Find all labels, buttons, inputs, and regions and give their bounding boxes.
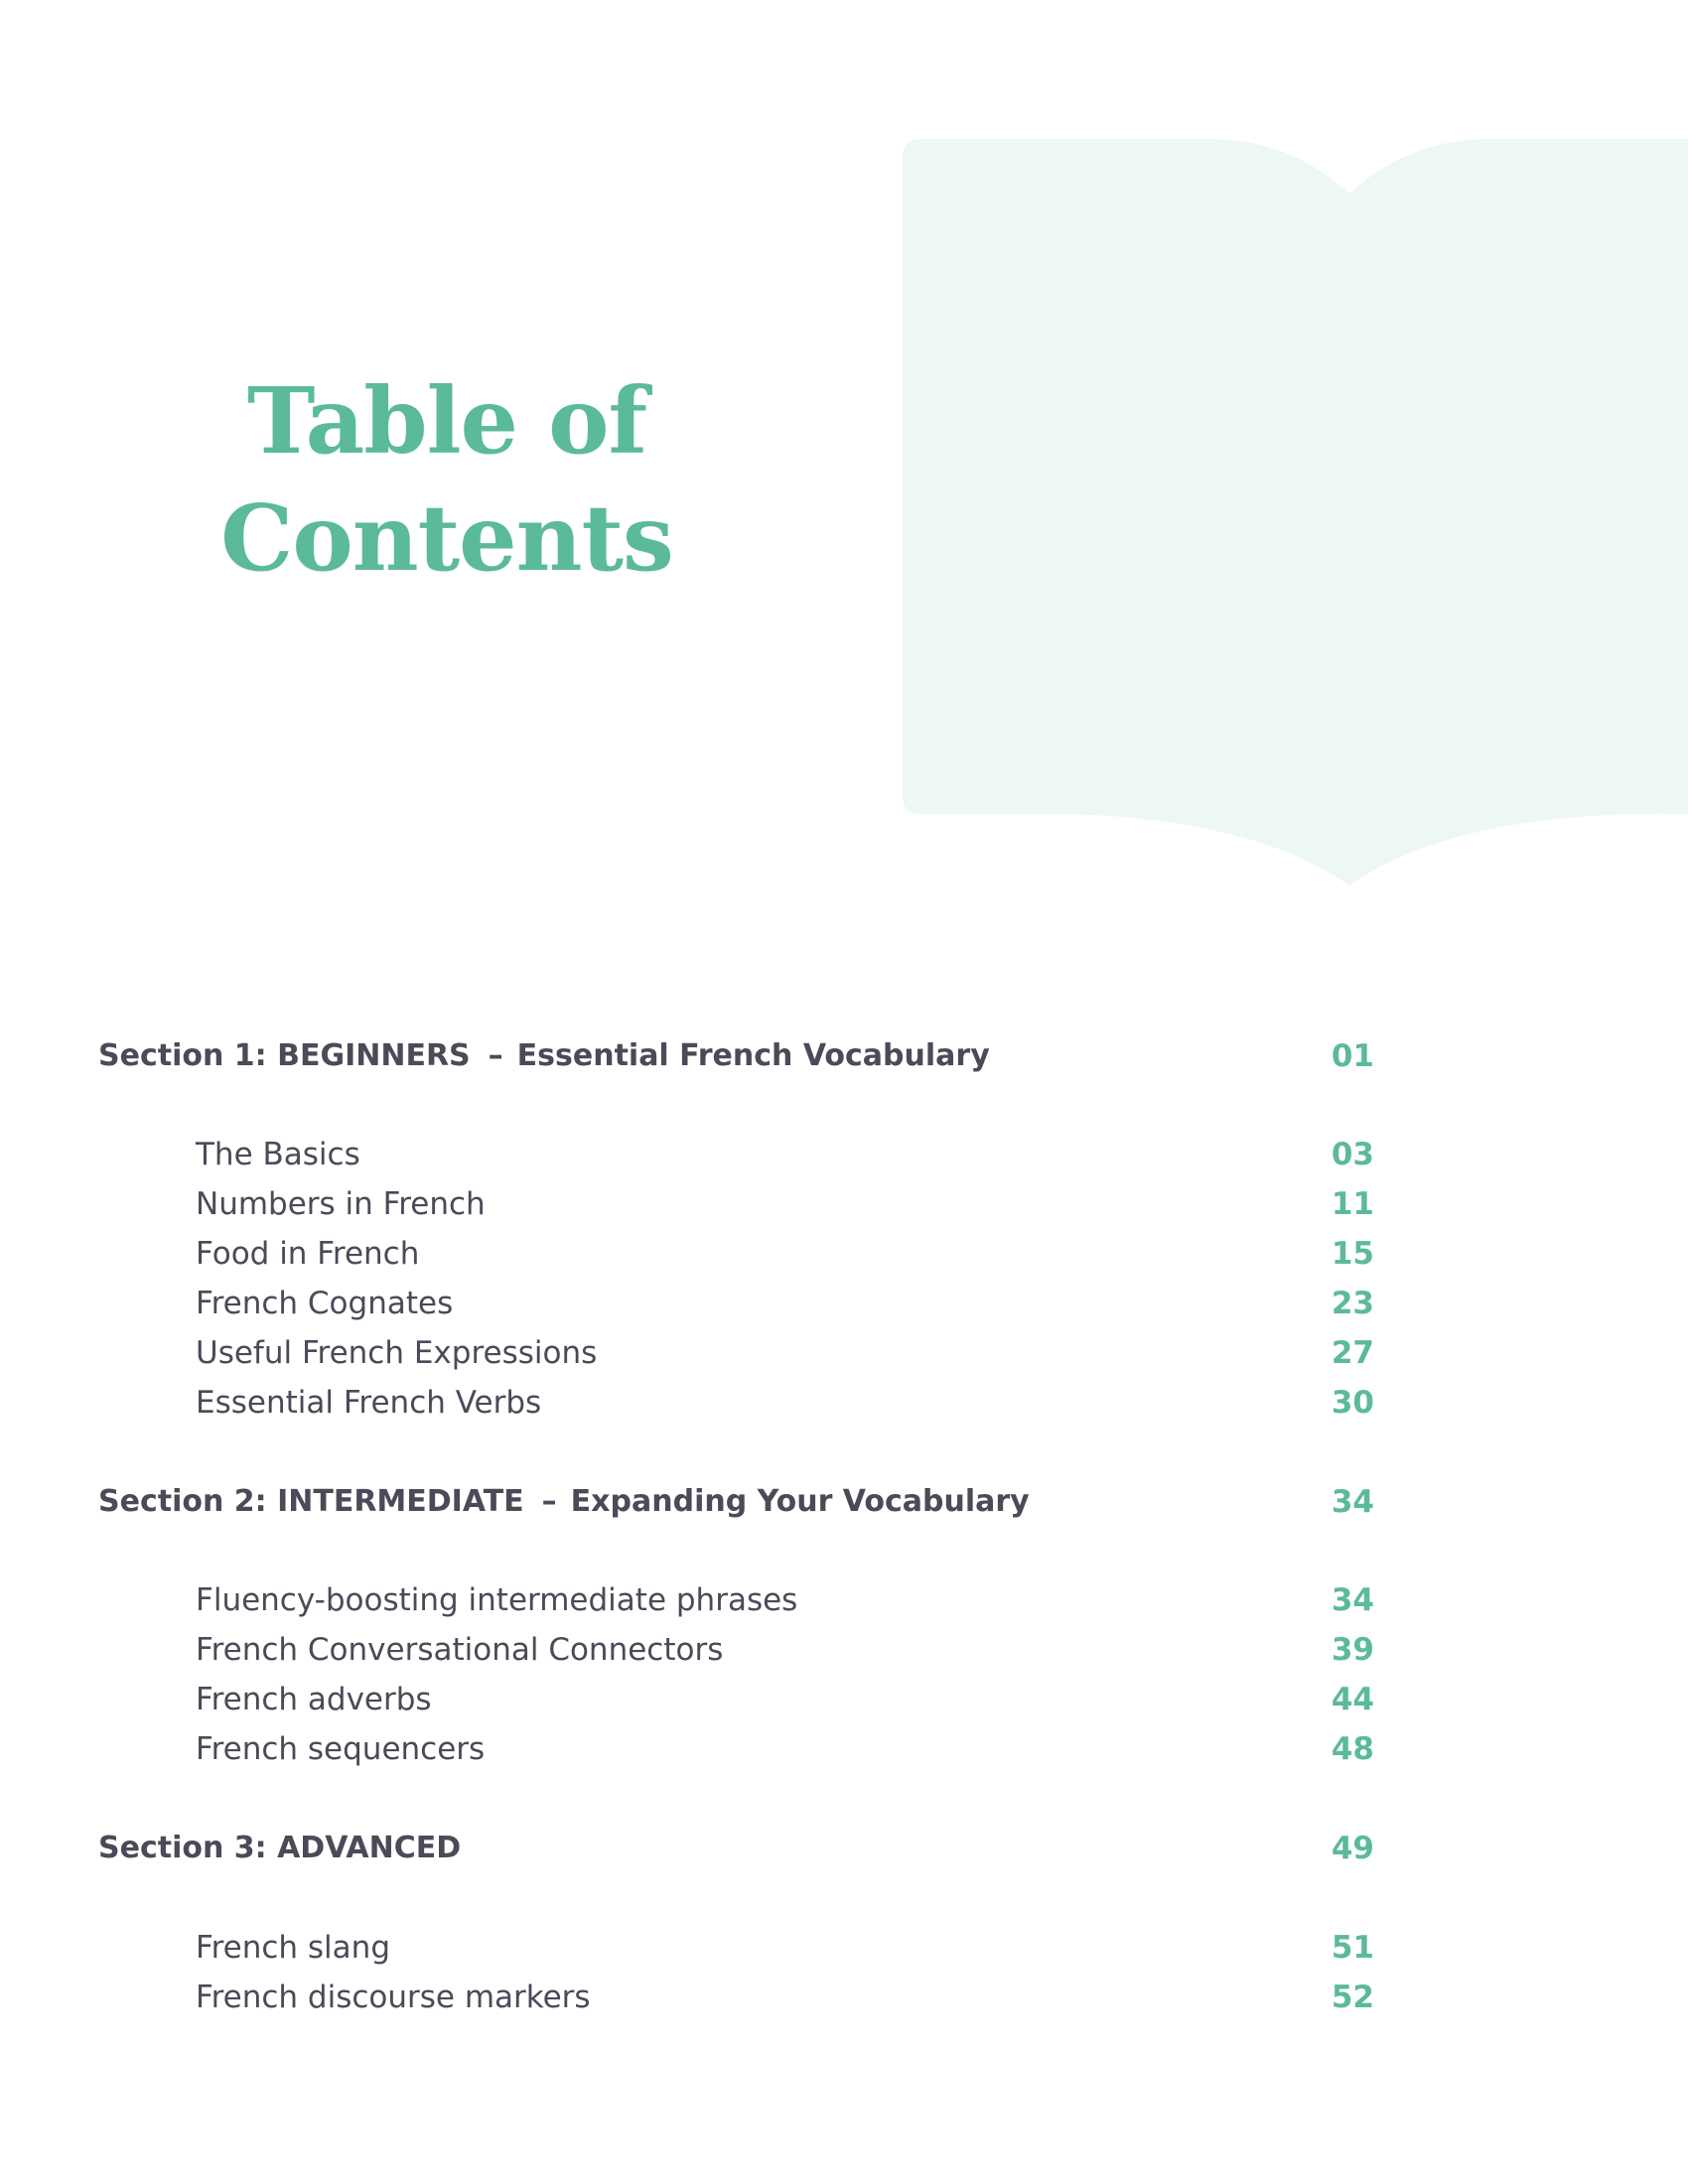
toc-item-page: 03 <box>1331 1137 1374 1172</box>
toc-item-page: 15 <box>1331 1236 1374 1272</box>
toc-item-label: French discourse markers <box>196 1979 591 2015</box>
page-title-line-1: Table of <box>246 367 647 475</box>
toc-item-label: French slang <box>196 1930 390 1966</box>
toc-section-2-separator: – <box>541 1484 557 1519</box>
toc-section-1[interactable] <box>0 1031 1688 1081</box>
toc-section-1-separator: – <box>488 1038 503 1073</box>
toc-section-3-label: Section 3: ADVANCED <box>98 1831 462 1865</box>
toc-section-3[interactable] <box>0 1824 1688 1873</box>
toc-section-1-label: Section 1: BEGINNERS <box>98 1038 471 1073</box>
toc-item-page: 34 <box>1331 1582 1374 1618</box>
toc-item-label: Food in French <box>196 1236 420 1272</box>
toc-section-1-subtitle: Essential French Vocabulary <box>516 1038 990 1073</box>
toc-section-1-title <box>98 1031 990 1081</box>
toc-item[interactable] <box>0 1279 1688 1328</box>
toc-section-2-page: 34 <box>1331 1484 1374 1520</box>
toc-item-label: French adverbs <box>196 1682 432 1717</box>
toc-item[interactable] <box>0 1229 1688 1279</box>
toc-item-label: The Basics <box>196 1137 360 1172</box>
toc-item[interactable] <box>0 1575 1688 1625</box>
toc-item[interactable] <box>0 1973 1688 2022</box>
toc-item[interactable] <box>0 1328 1688 1378</box>
toc-item-page: 11 <box>1331 1186 1374 1222</box>
toc-item[interactable] <box>0 1378 1688 1428</box>
toc-item-label: Essential French Verbs <box>196 1385 542 1421</box>
toc-item-label: French sequencers <box>196 1731 486 1767</box>
toc-item-label: Fluency-boosting intermediate phrases <box>196 1582 798 1618</box>
toc-item-page: 51 <box>1331 1930 1374 1966</box>
page-title-line-2: Contents <box>220 484 673 592</box>
toc-item-page: 23 <box>1331 1286 1374 1321</box>
toc-section-2-label: Section 2: INTERMEDIATE <box>98 1484 524 1519</box>
toc-item-page: 52 <box>1331 1979 1374 2015</box>
toc-item-label: Useful French Expressions <box>196 1335 598 1371</box>
toc-item-label: French Conversational Connectors <box>196 1632 724 1668</box>
toc-item[interactable] <box>0 1130 1688 1179</box>
toc-section-2-subtitle: Expanding Your Vocabulary <box>570 1484 1030 1519</box>
open-book-icon <box>903 139 1688 893</box>
toc-section-3-title <box>98 1824 461 1873</box>
toc-item[interactable] <box>0 1675 1688 1724</box>
toc-item-page: 44 <box>1331 1682 1374 1717</box>
toc-section-2-title <box>98 1477 1030 1527</box>
toc-item[interactable] <box>0 1179 1688 1229</box>
toc-section-1-page: 01 <box>1331 1038 1374 1074</box>
toc-item-page: 30 <box>1331 1385 1374 1421</box>
toc-item[interactable] <box>0 1724 1688 1774</box>
toc-item-label: Numbers in French <box>196 1186 486 1222</box>
toc-item[interactable] <box>0 1923 1688 1973</box>
toc-item-label: French Cognates <box>196 1286 454 1321</box>
toc-item-page: 48 <box>1331 1731 1374 1767</box>
toc-section-2[interactable] <box>0 1477 1688 1527</box>
page-title <box>149 362 745 597</box>
toc-item-page: 27 <box>1331 1335 1374 1371</box>
toc-section-3-page: 49 <box>1331 1831 1374 1866</box>
toc-item-page: 39 <box>1331 1632 1374 1668</box>
toc-item[interactable] <box>0 1625 1688 1675</box>
